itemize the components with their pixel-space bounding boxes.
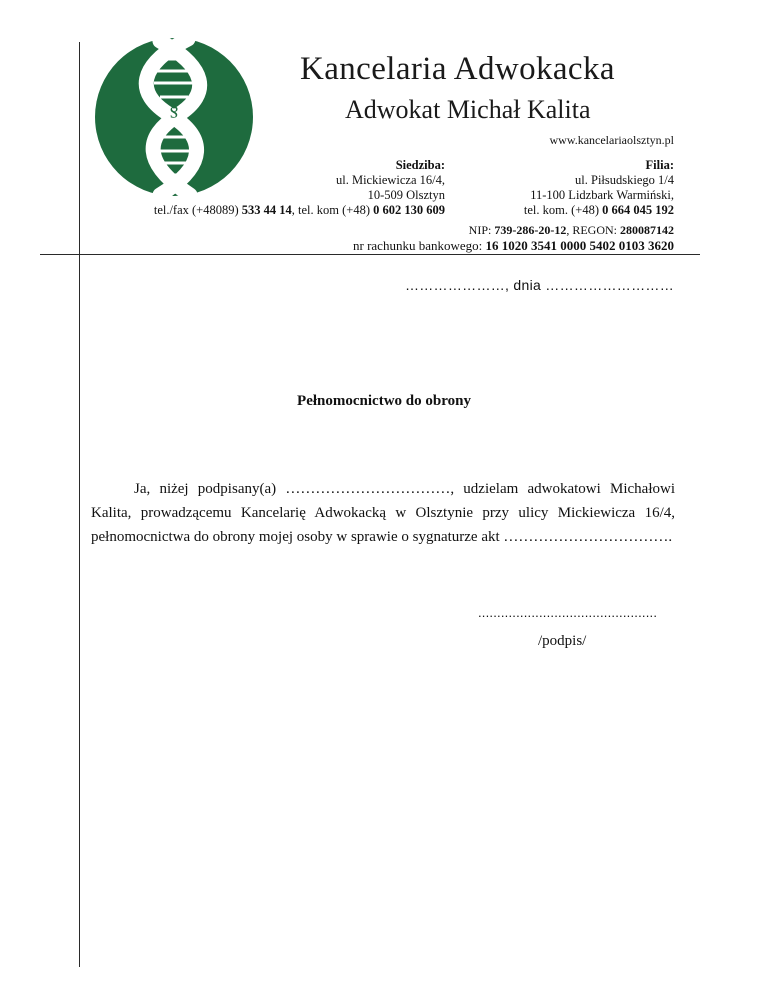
- registry-info: [353, 222, 674, 254]
- regon-value: 280087142: [620, 223, 674, 237]
- account-label: nr rachunku bankowego:: [353, 238, 486, 253]
- firm-name: Kancelaria Adwokacka: [300, 51, 615, 87]
- branch-street: ul. Piłsudskiego 1/4: [575, 173, 674, 187]
- branch-address: [444, 158, 674, 218]
- document-body: Ja, niżej podpisany(a) ……………………………, udzielam adwokatowi Michałowi Kalita, prowadzącemu Kancelarię Adwokacką w Olsztynie przy ulicy Mickiewicza 16/4, pełnomocnictwa do obrony mojej osoby w sprawie o sygnaturze akt …………………………….: [91, 481, 675, 545]
- office-city: 10-509 Olsztyn: [367, 188, 445, 202]
- document-title: Pełnomocnictwo do obrony: [297, 393, 471, 409]
- header-rule: [40, 254, 700, 255]
- branch-mobile: 0 664 045 192: [602, 203, 674, 217]
- office-address: [65, 158, 445, 218]
- nip-regon-line: [353, 222, 674, 238]
- branch-phones: [444, 203, 674, 218]
- office-phones: [65, 203, 445, 218]
- office-street: ul. Mickiewicza 16/4,: [336, 173, 445, 187]
- branch-city: 11-100 Lidzbark Warmiński,: [530, 188, 674, 202]
- nip-value: 739-286-20-12: [494, 223, 567, 237]
- office-phone: 533 44 14: [241, 203, 292, 217]
- office-heading: Siedziba:: [395, 158, 445, 172]
- branch-mobile-prefix: tel. kom. (+48): [523, 203, 603, 217]
- account-value: 16 1020 3541 0000 5402 0103 3620: [485, 238, 674, 253]
- office-mobile: 0 602 130 609: [373, 203, 445, 217]
- nip-label: NIP:: [468, 223, 495, 237]
- regon-label: , REGON:: [566, 223, 620, 237]
- branch-heading: Filia:: [645, 158, 674, 172]
- section-symbol: §: [169, 98, 179, 120]
- website-link[interactable]: www.kancelariaolsztyn.pl: [549, 133, 674, 147]
- place-date-line: …………………, dnia ………………………: [404, 277, 674, 293]
- signature-label: /podpis/: [538, 633, 587, 649]
- signature-line: ...............................................: [478, 605, 658, 620]
- lawyer-name: Adwokat Michał Kalita: [345, 95, 591, 124]
- bank-account-line: [353, 238, 674, 254]
- office-phone-prefix: tel./fax (+48089): [153, 203, 242, 217]
- office-mobile-prefix: , tel. kom (+48): [291, 203, 374, 217]
